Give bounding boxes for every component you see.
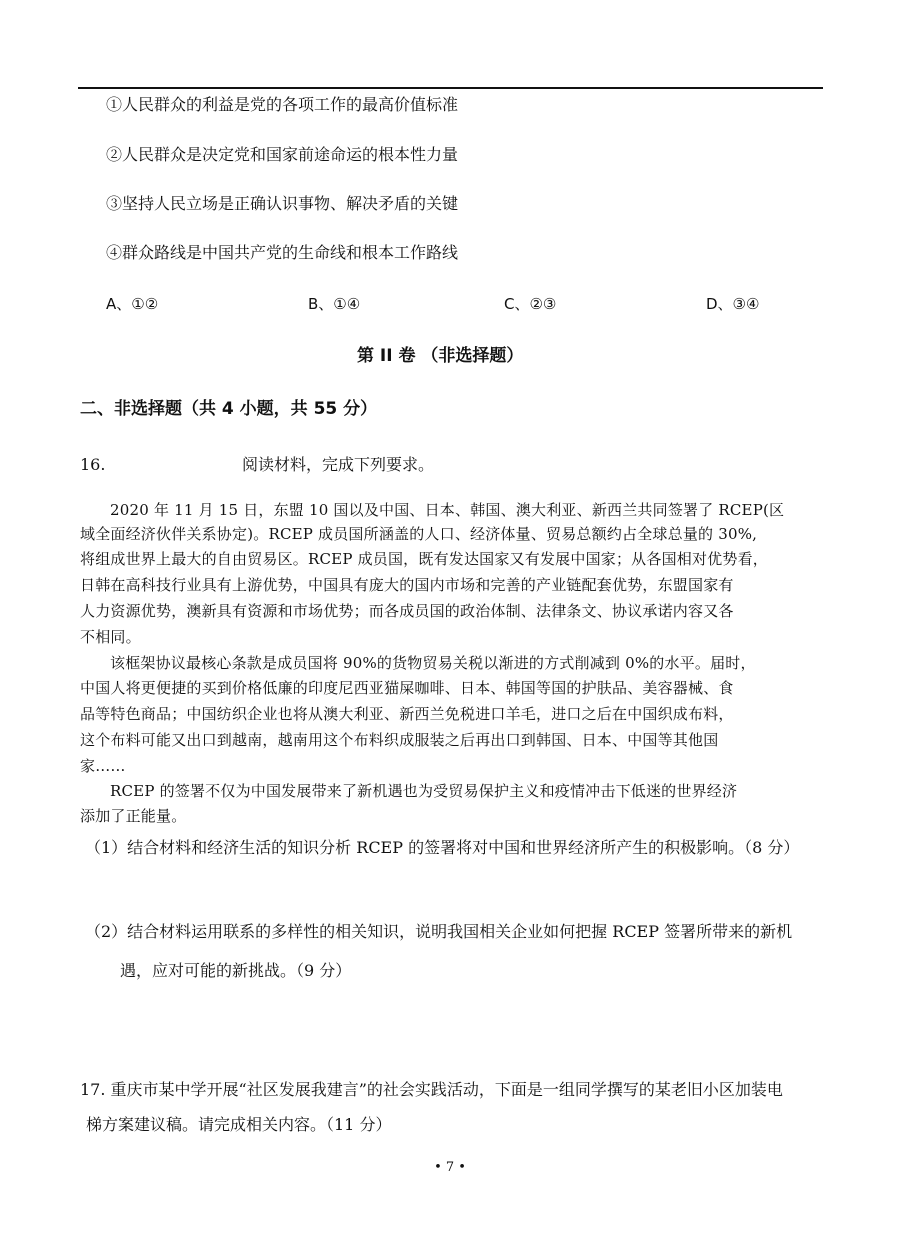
material-line: RCEP 的签署不仅为中国发展带来了新机遇也为受贸易保护主义和疫情冲击下低迷的世界经济 <box>110 782 738 800</box>
section-title: 第 II 卷 （非选择题） <box>357 346 524 366</box>
material-line: 不相同。 <box>80 628 141 646</box>
material-line: 日韩在高科技行业具有上游优势，中国具有庞大的国内市场和完善的产业链配套优势，东盟国家有 <box>80 576 734 594</box>
option-c: C、②③ <box>504 295 557 313</box>
material-line: 2020 年 11 月 15 日，东盟 10 国以及中国、日本、韩国、澳大利亚、新西兰共同签署了 RCEP(区 <box>110 501 785 519</box>
statement-2: ②人民群众是决定党和国家前途命运的根本性力量 <box>106 145 459 164</box>
statement-1: ①人民群众的利益是党的各项工作的最高价值标准 <box>106 95 459 114</box>
statement-4: ④群众路线是中国共产党的生命线和根本工作路线 <box>106 243 459 262</box>
statement-3: ③坚持人民立场是正确认识事物、解决矛盾的关键 <box>106 194 459 213</box>
q16-sub2-line1: （2）结合材料运用联系的多样性的相关知识，说明我国相关企业如何把握 RCEP 签署所带来的新机 <box>85 922 793 941</box>
option-d: D、③④ <box>706 295 760 313</box>
q16-sub2-line2: 遇，应对可能的新挑战。（9 分） <box>120 961 352 980</box>
top-rule <box>78 87 823 89</box>
option-b: B、①④ <box>308 295 361 313</box>
material-line: 将组成世界上最大的自由贸易区。RCEP 成员国，既有发达国家又有发展中国家；从各国相对优势看， <box>80 550 768 568</box>
q16-number: 16. <box>80 455 106 474</box>
material-line: 添加了正能量。 <box>80 807 187 825</box>
part-heading: 二、非选择题（共 4 小题，共 55 分） <box>80 399 378 419</box>
material-line: 这个布料可能又出口到越南，越南用这个布料织成服装之后再出口到韩国、日本、中国等其他国 <box>80 731 719 749</box>
material-line: 域全面经济伙伴关系协定)。RCEP 成员国所涵盖的人口、经济体量、贸易总额约占全球总量的 30%, <box>80 525 758 543</box>
material-line: 中国人将更便捷的买到价格低廉的印度尼西亚猫屎咖啡、日本、韩国等国的护肤品、美容器械、食 <box>80 679 734 697</box>
option-a: A、①② <box>106 295 159 313</box>
q17-line2: 梯方案建议稿。请完成相关内容。（11 分） <box>86 1115 392 1134</box>
page-number: • 7 • <box>434 1160 466 1175</box>
material-line: 该框架协议最核心条款是成员国将 90%的货物贸易关税以渐进的方式削减到 0%的水平。届时， <box>110 654 756 672</box>
material-line: 家…… <box>80 757 126 775</box>
q16-sub1: （1）结合材料和经济生活的知识分析 RCEP 的签署将对中国和世界经济所产生的积极影响。（8 分） <box>85 838 800 857</box>
q17-line1: 17. 重庆市某中学开展“社区发展我建言”的社会实践活动，下面是一组同学撰写的某老旧小区加装电 <box>80 1080 783 1099</box>
material-line: 品等特色商品；中国纺织企业也将从澳大利亚、新西兰免税进口羊毛，进口之后在中国织成布料， <box>80 705 734 723</box>
material-line: 人力资源优势，澳新具有资源和市场优势；而各成员国的政治体制、法律条文、协议承诺内容又各 <box>80 602 734 620</box>
q16-instruction: 阅读材料，完成下列要求。 <box>242 455 435 474</box>
